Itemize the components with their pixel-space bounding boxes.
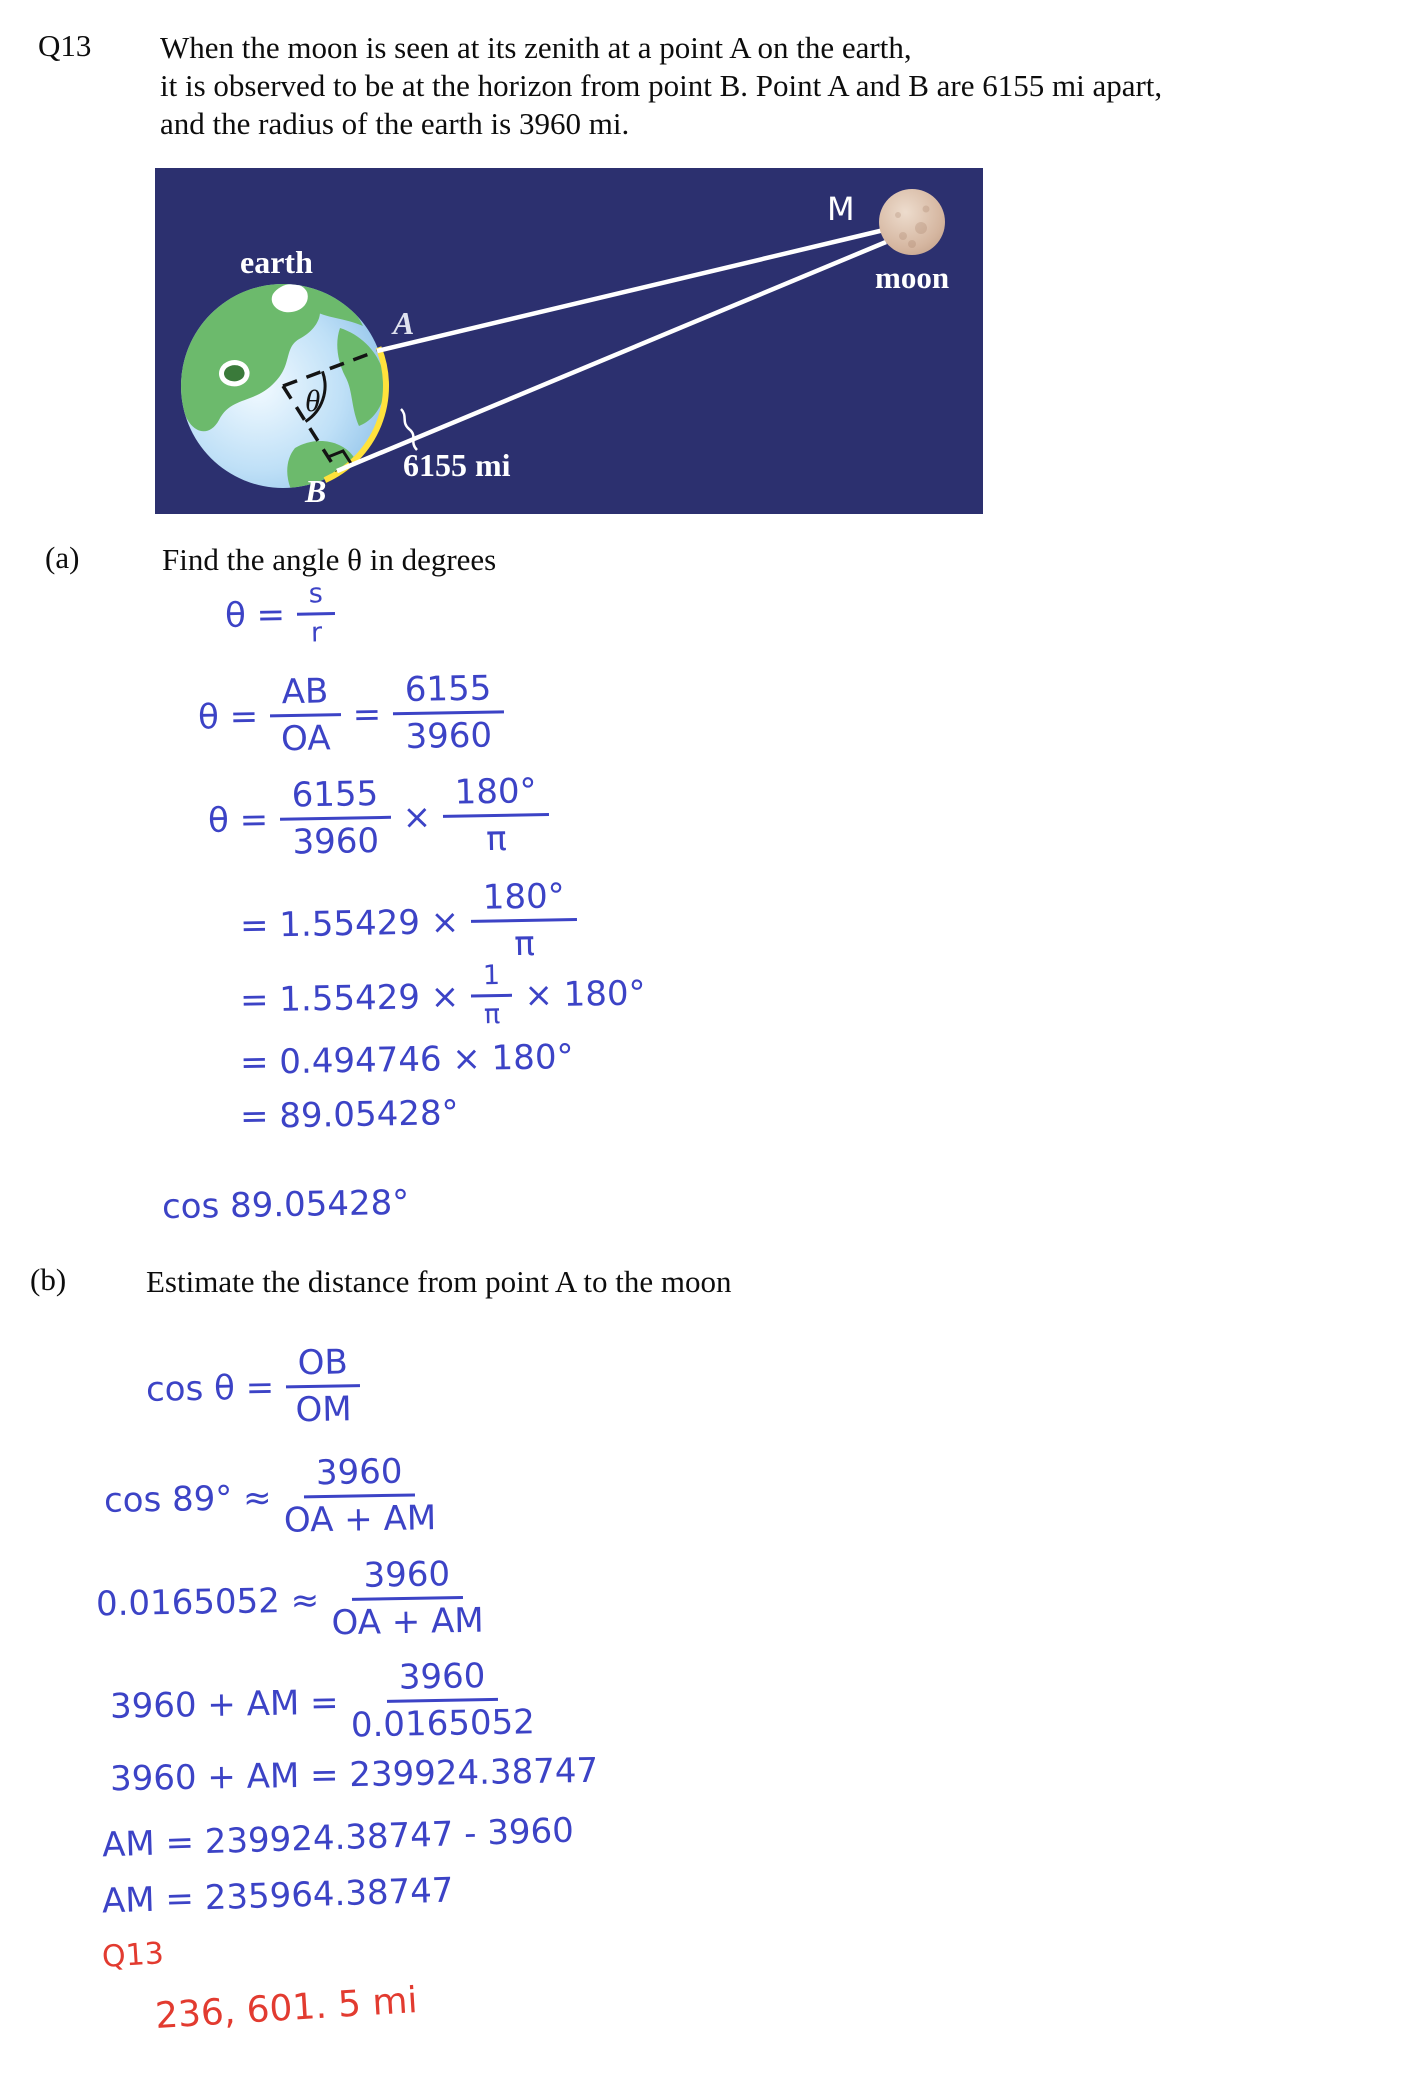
eq-b3 [95, 1555, 484, 1647]
point-m-label: M [827, 190, 855, 228]
eq-a8: cos 89.05428° [161, 1182, 410, 1228]
eq-b1-frac: $\frac{OB}{OM}$ [285, 1343, 361, 1429]
eq-b1-lhs: cos θ = [145, 1367, 275, 1410]
eq-b2-frac: $\frac{3960}{OA + AM}$ [283, 1451, 437, 1541]
eq-a3-times: × [402, 796, 432, 838]
eq-b4-frac: $\frac{3960}{0.0165052}$ [350, 1656, 536, 1746]
eq-b5: 3960 + AM = 239924.38747 [109, 1750, 599, 1800]
final-answer: 236, 601. 5 mi [153, 1980, 419, 2037]
eq-a3-lhs: θ = [207, 799, 269, 841]
answer-tag: Q13 [100, 1936, 165, 1975]
eq-b4-lhs: 3960 + AM = [109, 1682, 339, 1727]
part-a-prompt: Find the angle θ in degrees [162, 542, 497, 577]
eq-a3 [207, 772, 549, 863]
eq-b1 [145, 1343, 361, 1432]
eq-a5-post: × 180° [524, 973, 646, 1016]
eq-a1-lhs: θ = [224, 594, 286, 636]
eq-a1 [224, 579, 335, 650]
eq-b6: AM = 239924.38747 - 3960 [101, 1810, 575, 1866]
eq-a3-frac2: $\frac{180^\circ}{\pi}$ [442, 772, 549, 859]
eq-a4 [239, 877, 578, 968]
eq-b2 [103, 1452, 436, 1543]
lake-shape [222, 363, 248, 384]
part-b-label: (b) [30, 1262, 67, 1297]
eq-a4-frac: $\frac{180^\circ}{\pi}$ [470, 877, 577, 964]
part-a-label: (a) [45, 540, 80, 575]
eq-b2-lhs: cos 89° ≈ [103, 1477, 272, 1521]
eq-a5-lhs: = 1.55429 × [239, 976, 460, 1021]
eq-a2 [197, 669, 504, 759]
problem-line-3: and the radius of the earth is 3960 mi. [160, 106, 630, 141]
theta-label: θ [305, 383, 321, 418]
moon-label: moon [875, 260, 950, 295]
distance-label: 6155 mi [403, 447, 511, 483]
eq-a2-equals: = [352, 694, 382, 735]
eq-a7: = 89.05428° [239, 1093, 459, 1137]
eq-b7: AM = 235964.38747 [101, 1870, 455, 1922]
eq-a2-lhs: θ = [197, 696, 259, 738]
point-b-label: B [305, 473, 327, 509]
problem-line-1: When the moon is seen at its zenith at a point A on the earth, [160, 30, 912, 65]
earth-label: earth [240, 244, 313, 280]
moon-sphere [879, 189, 945, 255]
eq-a1-frac: $\frac{s}{r}$ [297, 579, 336, 649]
eq-a5-frac: $\frac{1}{\pi}$ [471, 961, 513, 1031]
problem-line-2: it is observed to be at the horizon from point B. Point A and B are 6155 mi apart, [160, 68, 1163, 103]
eq-a4-lhs: = 1.55429 × [239, 901, 460, 946]
eq-a2-frac1: $\frac{AB}{OA}$ [269, 672, 341, 758]
point-a-label: A [393, 305, 415, 341]
eq-b3-frac: $\frac{3960}{OA + AM}$ [331, 1554, 485, 1644]
earth-moon-diagram [155, 168, 983, 514]
eq-b3-lhs: 0.0165052 ≈ [95, 1580, 320, 1624]
eq-b4 [109, 1656, 535, 1749]
eq-a5 [239, 958, 646, 1035]
eq-a3-frac1: $\frac{6155}{3960}$ [279, 775, 391, 862]
eq-a6: = 0.494746 × 180° [239, 1037, 574, 1083]
question-number: Q13 [38, 28, 92, 63]
eq-a2-frac2: $\frac{6155}{3960}$ [392, 669, 504, 756]
part-b-prompt: Estimate the distance from point A to the moon [146, 1264, 732, 1299]
